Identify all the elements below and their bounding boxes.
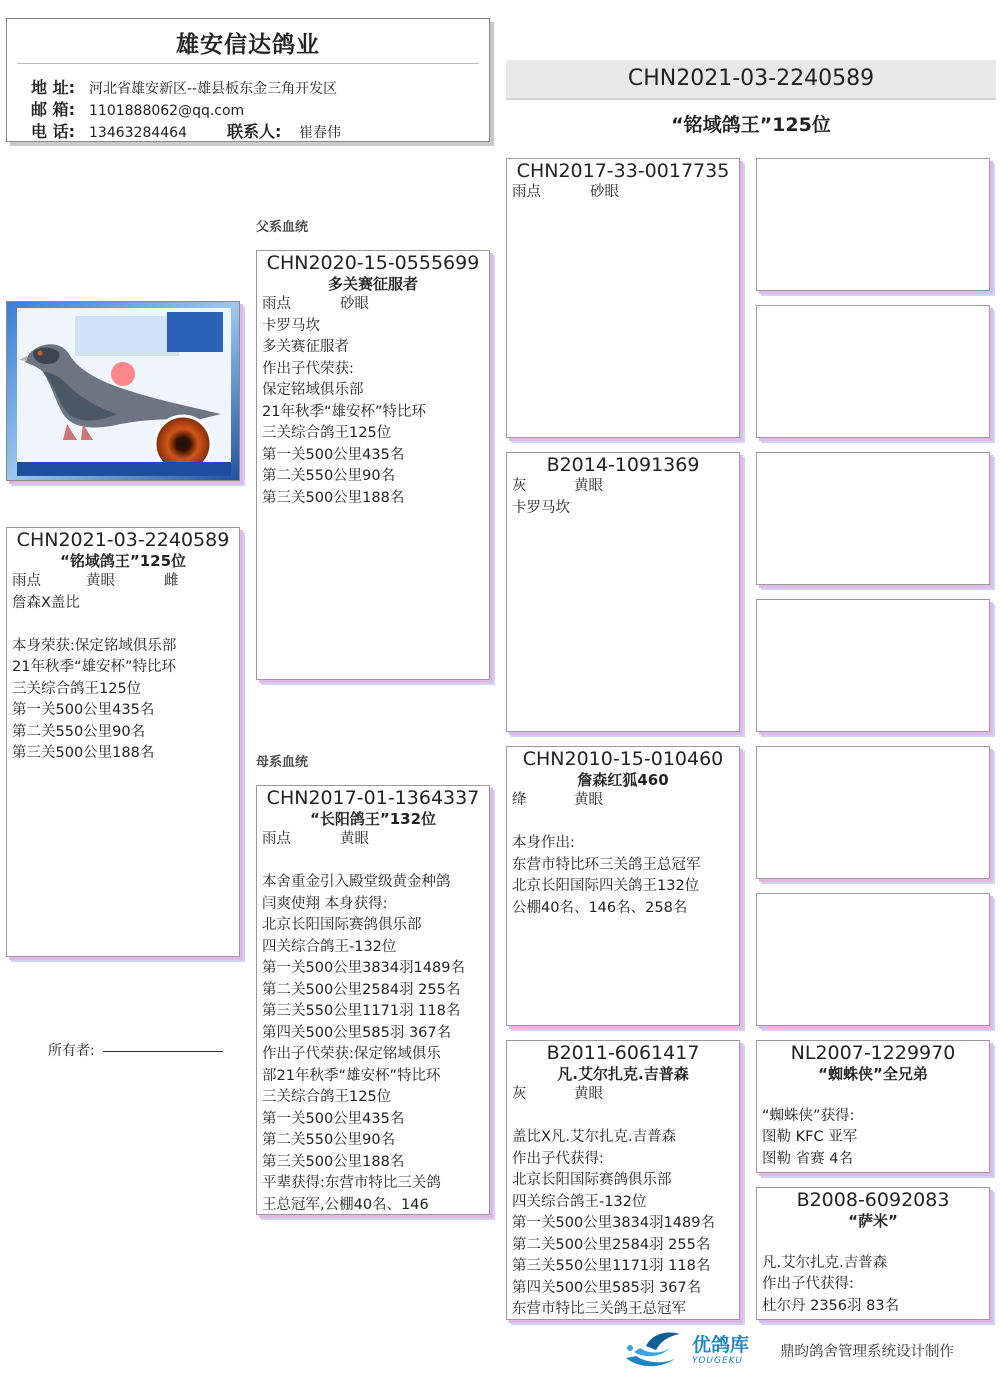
ggp-card-1 bbox=[756, 158, 990, 291]
note-line: 第三关500公里188名 bbox=[12, 745, 155, 761]
owner-blank-line bbox=[103, 1051, 223, 1052]
subject-pigeon-card bbox=[6, 527, 240, 957]
sire-line-label: 父系血统 bbox=[256, 220, 309, 235]
subject-notes bbox=[7, 593, 239, 765]
note-line: 第三关550公里1171羽 118名 bbox=[262, 1003, 461, 1019]
brand-name: 优鸽库 bbox=[692, 1334, 750, 1356]
dam-dam-attributes bbox=[507, 1084, 739, 1106]
note-line: 本身荣获:保定铭域俱乐部 bbox=[12, 637, 177, 654]
sire-notes bbox=[257, 316, 489, 510]
note-line: 多关赛征服者 bbox=[262, 339, 349, 355]
note-line: 三关综合鸽王125位 bbox=[12, 680, 142, 697]
ggp-card-4 bbox=[756, 599, 990, 732]
email-label: 邮 箱: bbox=[31, 100, 75, 119]
phone-row bbox=[31, 119, 341, 142]
note-line: 北京长阳国际四关鸽王132位 bbox=[512, 878, 700, 894]
note-line: 部21年秋季“雄安杯”特比环 bbox=[262, 1067, 441, 1084]
dam-ring-number: CHN2017-01-1364337 bbox=[266, 787, 480, 809]
note-line: 第三关500公里188名 bbox=[262, 1153, 405, 1170]
note-line: 公棚40名、146名、258名 bbox=[512, 899, 688, 916]
note-line: 第二关550公里90名 bbox=[262, 468, 396, 484]
note-line: 东营市特比环三关鸽王总冠军 bbox=[512, 856, 701, 873]
dam-dam-dam-name: “萨米” bbox=[848, 1212, 898, 1230]
note-line: 第二关500公里2584羽 255名 bbox=[512, 1236, 711, 1253]
phone-label: 电 话: bbox=[31, 122, 75, 141]
note-line: 凡.艾尔扎克.吉普森 bbox=[762, 1254, 888, 1271]
sire-sire-eye: 砂眼 bbox=[590, 184, 619, 200]
note-line: 保定铭域俱乐部 bbox=[262, 382, 364, 398]
sire-sire-ring-number: CHN2017-33-0017735 bbox=[516, 160, 730, 182]
dam-sire-eye: 黄眼 bbox=[574, 792, 603, 808]
note-line: 闫爽使翔 本身获得: bbox=[262, 895, 388, 912]
contact-value: 崔春伟 bbox=[299, 125, 341, 141]
note-line: 作出子代荣获: bbox=[262, 360, 354, 377]
note-line: 本舍重金引入殿堂级黄金种鸽 bbox=[262, 874, 451, 890]
note-line: 第四关500公里585羽 367名 bbox=[262, 1024, 452, 1041]
contact-label: 联系人: bbox=[227, 122, 282, 141]
note-line: 东营市特比三关鸽王总冠军 bbox=[512, 1301, 686, 1317]
sire-dam-eye: 黄眼 bbox=[574, 478, 603, 494]
dam-sire-color: 绛 bbox=[512, 792, 527, 808]
dam-sire-notes bbox=[507, 812, 739, 920]
brand-logo-icon bbox=[620, 1328, 684, 1372]
dam-sire-name: 詹森红狐460 bbox=[577, 771, 669, 789]
dam-dam-eye: 黄眼 bbox=[574, 1086, 603, 1102]
brand-name-en: YOUGEKU bbox=[692, 1356, 744, 1366]
note-line: 21年秋季“雄安杯”特比环 bbox=[262, 403, 426, 420]
dam-dam-ring-number: B2011-6061417 bbox=[546, 1042, 700, 1064]
note-line: 第二关550公里90名 bbox=[12, 723, 146, 740]
note-line: 四关综合鸽王-132位 bbox=[512, 1193, 647, 1210]
note-line: 四关综合鸽王-132位 bbox=[262, 938, 397, 955]
note-line: 盖比X凡.艾尔扎克.吉普森 bbox=[512, 1129, 677, 1145]
subject-attributes bbox=[7, 571, 239, 593]
sire-ring-number: CHN2020-15-0555699 bbox=[266, 252, 480, 274]
address-label: 地 址: bbox=[31, 78, 75, 97]
dam-notes bbox=[257, 851, 489, 1216]
note-line: 作出子代获得: bbox=[762, 1276, 854, 1292]
sire-card bbox=[256, 250, 490, 680]
note-line: 杜尔丹 2356羽 83名 bbox=[762, 1297, 900, 1314]
subject-color: 雨点 bbox=[12, 573, 41, 589]
note-line: 北京长阳国际赛鸽俱乐部 bbox=[262, 917, 422, 933]
note-line: 21年秋季“雄安杯”特比环 bbox=[12, 659, 176, 675]
dam-dam-sire-card bbox=[756, 1040, 990, 1173]
dam-dam-dam-ring-number: B2008-6092083 bbox=[796, 1189, 950, 1211]
address-row bbox=[31, 75, 337, 98]
ggp-card-5 bbox=[756, 746, 990, 879]
note-line: 第一关500公里435名 bbox=[262, 1110, 405, 1127]
sire-dam-notes bbox=[507, 498, 739, 520]
note-line: 第一关500公里3834羽1489名 bbox=[512, 1215, 715, 1231]
email-value: 1101888062@qq.com bbox=[89, 103, 245, 119]
address-value: 河北省雄安新区--雄县板东金三角开发区 bbox=[89, 81, 338, 97]
note-line bbox=[757, 1084, 989, 1106]
note-line: 图勒 省赛 4名 bbox=[762, 1150, 853, 1167]
pedigree-title-honor: “铭域鸽王”125位 bbox=[671, 114, 831, 136]
sire-dam-attributes bbox=[507, 476, 739, 498]
note-line: 第一关500公里435名 bbox=[262, 446, 405, 463]
subject-name: “铭域鸽王”125位 bbox=[59, 552, 187, 570]
subject-eye: 黄眼 bbox=[86, 573, 115, 589]
note-line: 第二关500公里2584羽 255名 bbox=[262, 981, 461, 998]
dam-attributes bbox=[257, 829, 489, 851]
sire-eye: 砂眼 bbox=[340, 296, 369, 312]
ggp-card-2 bbox=[756, 305, 990, 438]
dam-dam-sire-name: “蜘蛛侠”全兄弟 bbox=[818, 1065, 928, 1083]
dam-card bbox=[256, 785, 490, 1215]
dam-sire-ring-number: CHN2010-15-010460 bbox=[522, 748, 724, 770]
note-line: 作出子代获得: bbox=[512, 1150, 604, 1167]
dam-dam-sire-ring-number: NL2007-1229970 bbox=[790, 1042, 956, 1064]
ggp-card-3 bbox=[756, 452, 990, 585]
note-line bbox=[507, 1106, 739, 1128]
sire-sire-card bbox=[506, 158, 740, 438]
note-line: 王总冠军,公棚40名、146 bbox=[262, 1196, 429, 1213]
note-line bbox=[507, 812, 739, 834]
ggp-card-6 bbox=[756, 893, 990, 1026]
note-line bbox=[257, 851, 489, 873]
note-line bbox=[7, 614, 239, 636]
note-line: 第三关550公里1171羽 118名 bbox=[512, 1258, 711, 1274]
sire-color: 雨点 bbox=[262, 296, 291, 312]
note-line: 第四关500公里585羽 367名 bbox=[512, 1279, 702, 1296]
dam-dam-color: 灰 bbox=[512, 1086, 527, 1102]
note-line: 卡罗马坎 bbox=[262, 317, 320, 334]
dam-sire-card bbox=[506, 746, 740, 1026]
divider bbox=[17, 63, 479, 64]
dam-eye: 黄眼 bbox=[340, 831, 369, 847]
dam-dam-name: 凡.艾尔扎克.吉普森 bbox=[557, 1065, 689, 1083]
subject-ring-number: CHN2021-03-2240589 bbox=[16, 529, 230, 551]
dam-dam-dam-notes bbox=[757, 1231, 989, 1317]
note-line: 平辈获得:东营市特比三关鸽 bbox=[262, 1175, 441, 1191]
dam-dam-sire-notes bbox=[757, 1084, 989, 1170]
footer bbox=[620, 1328, 990, 1372]
dam-color: 雨点 bbox=[262, 831, 291, 847]
note-line: 北京长阳国际赛鸽俱乐部 bbox=[512, 1172, 672, 1188]
pedigree-title-ring: CHN2021-03-2240589 bbox=[506, 60, 996, 98]
note-line: 第二关550公里90名 bbox=[262, 1132, 396, 1148]
footer-credit: 鼎昀鸽舍管理系统设计制作 bbox=[780, 1344, 954, 1360]
dam-line-label: 母系血统 bbox=[256, 755, 309, 770]
note-line: 作出子代荣获:保定铭域俱乐 bbox=[262, 1046, 441, 1062]
note-line: 图勒 KFC 亚军 bbox=[762, 1129, 858, 1145]
sire-dam-card bbox=[506, 452, 740, 732]
sire-dam-color: 灰 bbox=[512, 478, 527, 494]
breeder-info-card bbox=[6, 18, 490, 142]
sire-sire-color: 雨点 bbox=[512, 184, 541, 200]
sire-name: 多关赛征服者 bbox=[327, 275, 418, 293]
note-line: 本身作出: bbox=[512, 835, 575, 851]
note-line: 卡罗马坎 bbox=[512, 499, 570, 516]
dam-dam-notes bbox=[507, 1106, 739, 1321]
dam-dam-card bbox=[506, 1040, 740, 1320]
pigeon-photo-image bbox=[7, 302, 240, 481]
sire-sire-attributes bbox=[507, 182, 739, 204]
owner-field bbox=[48, 1040, 223, 1060]
company-name: 雄安信达鸽业 bbox=[176, 32, 320, 58]
email-row bbox=[31, 97, 244, 120]
note-line: “蜘蛛侠”获得: bbox=[762, 1107, 855, 1124]
phone-value: 13463284464 bbox=[89, 125, 187, 141]
sire-dam-ring-number: B2014-1091369 bbox=[546, 454, 700, 476]
dam-dam-dam-card bbox=[756, 1187, 990, 1320]
subject-sex: 雌 bbox=[164, 573, 179, 589]
pigeon-photo bbox=[6, 301, 240, 481]
note-line bbox=[757, 1231, 989, 1253]
dam-name: “长阳鸽王”132位 bbox=[309, 810, 437, 828]
note-line: 第一关500公里435名 bbox=[12, 702, 155, 718]
note-line: 詹森X盖比 bbox=[12, 594, 80, 611]
owner-label: 所有者: bbox=[48, 1043, 95, 1059]
dam-sire-attributes bbox=[507, 790, 739, 812]
note-line: 第一关500公里3834羽1489名 bbox=[262, 960, 465, 976]
sire-attributes bbox=[257, 294, 489, 316]
note-line: 三关综合鸽王125位 bbox=[262, 425, 392, 441]
note-line: 三关综合鸽王125位 bbox=[262, 1089, 392, 1105]
note-line: 第三关500公里188名 bbox=[262, 489, 405, 506]
